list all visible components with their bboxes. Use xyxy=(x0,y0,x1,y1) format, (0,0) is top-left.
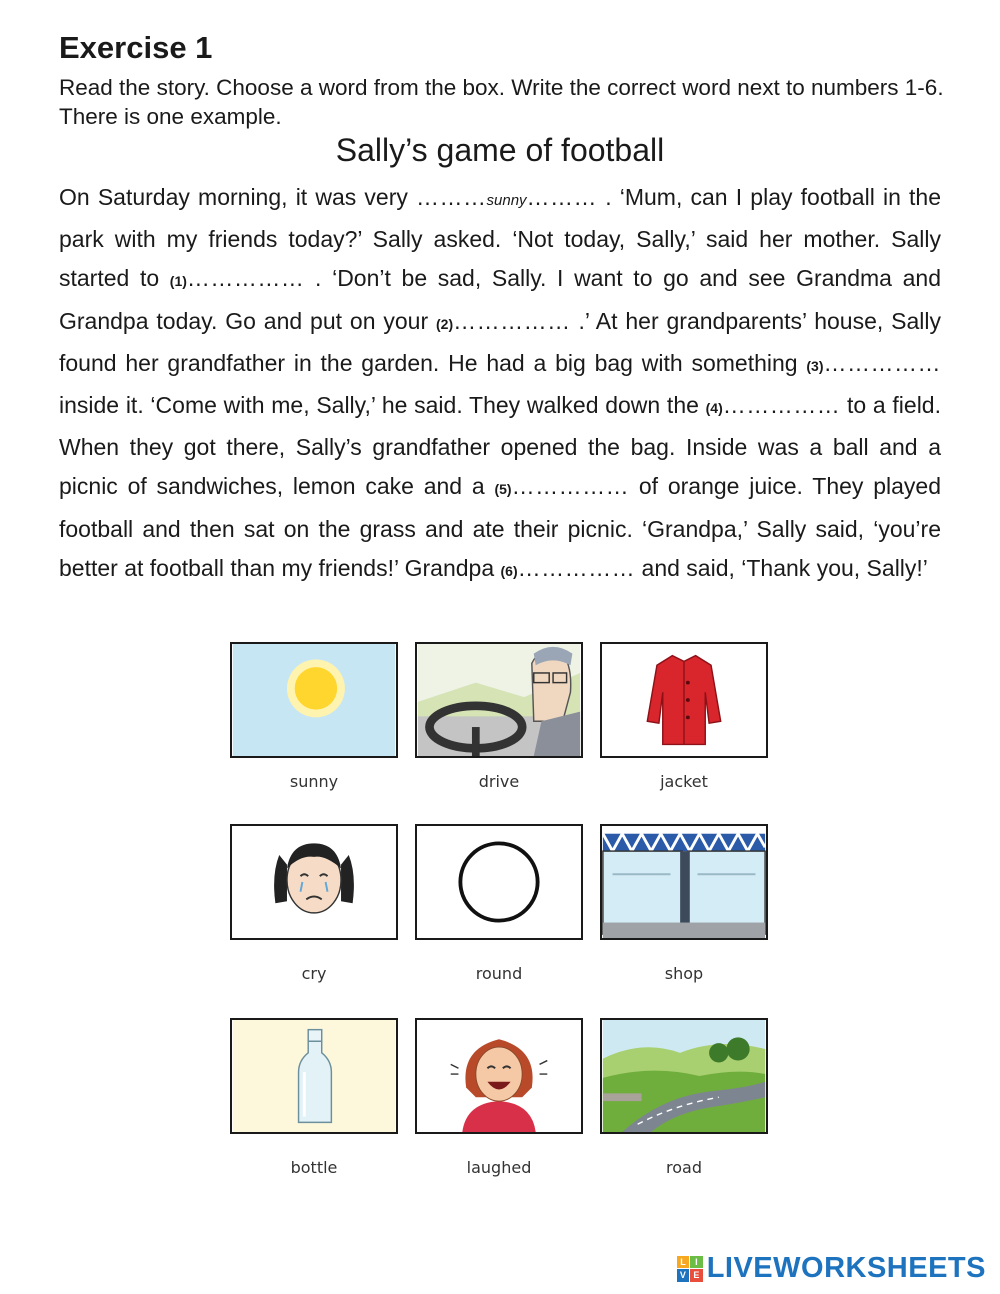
liveworksheets-brand xyxy=(677,1252,986,1285)
answer-blank-2[interactable]: …………… xyxy=(453,307,571,334)
answer-blank-4[interactable]: …………… xyxy=(722,392,841,419)
circle-icon xyxy=(417,826,581,938)
caption-drive: drive xyxy=(478,772,520,791)
liveworksheets-logo-icon xyxy=(677,1256,703,1282)
sun-icon xyxy=(232,644,396,756)
exercise-title: Exercise 1 xyxy=(59,30,213,65)
blank-number-4: (4) xyxy=(705,400,723,417)
example-blank: ………sunny……… xyxy=(416,184,598,210)
steering-wheel-icon xyxy=(417,644,581,756)
answer-blank-6[interactable]: …………… xyxy=(517,554,636,581)
crying-girl-icon xyxy=(232,826,396,938)
card-round xyxy=(415,824,583,940)
caption-road: road xyxy=(666,1158,702,1177)
story-segment: to a field. When they got there, Sally’s grandfather opened the bag. Inside was a ball and a picnic of sandwiches, lemon cake and a xyxy=(59,392,941,500)
blank-number-6: (6) xyxy=(500,562,518,579)
caption-sunny: sunny xyxy=(289,772,339,791)
story-segment: .’ At her grandparents’ house, Sally found her grandfather in the garden. He had a big bag with something xyxy=(59,307,941,376)
card-shop xyxy=(600,824,768,940)
jacket-icon xyxy=(602,644,766,756)
story-segment: . ‘Don’t be sad, Sally. I want to go and see Grandma and Grandpa today. Go and put on your xyxy=(59,265,941,334)
laughing-woman-icon xyxy=(417,1020,581,1132)
blank-number-2: (2) xyxy=(436,315,454,332)
caption-bottle: bottle xyxy=(290,1158,338,1177)
card-laughed xyxy=(415,1018,583,1134)
story-segment: inside it. ‘Come with me, Sally,’ he said. They walked down the xyxy=(59,392,706,419)
answer-blank-3[interactable]: …………… xyxy=(823,349,941,376)
story-segment: of orange juice. They played football and then sat on the grass and ate their picnic. ‘Grandpa,’ Sally said, ‘you’re better at football than my friends!’ Grandpa xyxy=(59,473,941,581)
caption-laughed: laughed xyxy=(466,1158,532,1177)
caption-round: round xyxy=(475,964,523,983)
logo-letter: E xyxy=(690,1269,703,1282)
brand-name: LIVEWORKSHEETS xyxy=(706,1252,986,1284)
logo-letter: I xyxy=(690,1256,703,1269)
shop-icon xyxy=(602,826,766,938)
card-road xyxy=(600,1018,768,1134)
story-title: Sally’s game of football xyxy=(335,132,665,168)
answer-blank-5[interactable]: …………… xyxy=(511,473,630,500)
bottle-icon xyxy=(232,1020,396,1132)
road-icon xyxy=(602,1020,766,1132)
logo-letter: L xyxy=(677,1256,690,1269)
story-segment: and said, ‘Thank you, Sally!’ xyxy=(635,554,928,581)
blank-number-3: (3) xyxy=(806,357,824,374)
card-drive xyxy=(415,642,583,758)
logo-letter: V xyxy=(677,1269,690,1282)
story-segment: On Saturday morning, it was very xyxy=(59,184,417,210)
caption-jacket: jacket xyxy=(660,772,708,791)
story-text xyxy=(59,178,941,591)
card-bottle xyxy=(230,1018,398,1134)
instructions: Read the story. Choose a word from the box. Write the correct word next to numbers 1-6. There is one example. xyxy=(59,75,944,129)
story-segment: . ‘Mum, can I play football in the park with my friends today?’ Sally asked. ‘Not today, Sally,’ said her mother. Sally started to xyxy=(59,184,941,292)
caption-cry: cry xyxy=(301,964,327,983)
blank-number-5: (5) xyxy=(494,481,512,498)
card-jacket xyxy=(600,642,768,758)
blank-number-1: (1) xyxy=(169,273,187,290)
word-box xyxy=(216,640,796,1200)
answer-blank-1[interactable]: …………… xyxy=(186,265,305,292)
card-cry xyxy=(230,824,398,940)
caption-shop: shop xyxy=(664,964,704,983)
card-sunny xyxy=(230,642,398,758)
